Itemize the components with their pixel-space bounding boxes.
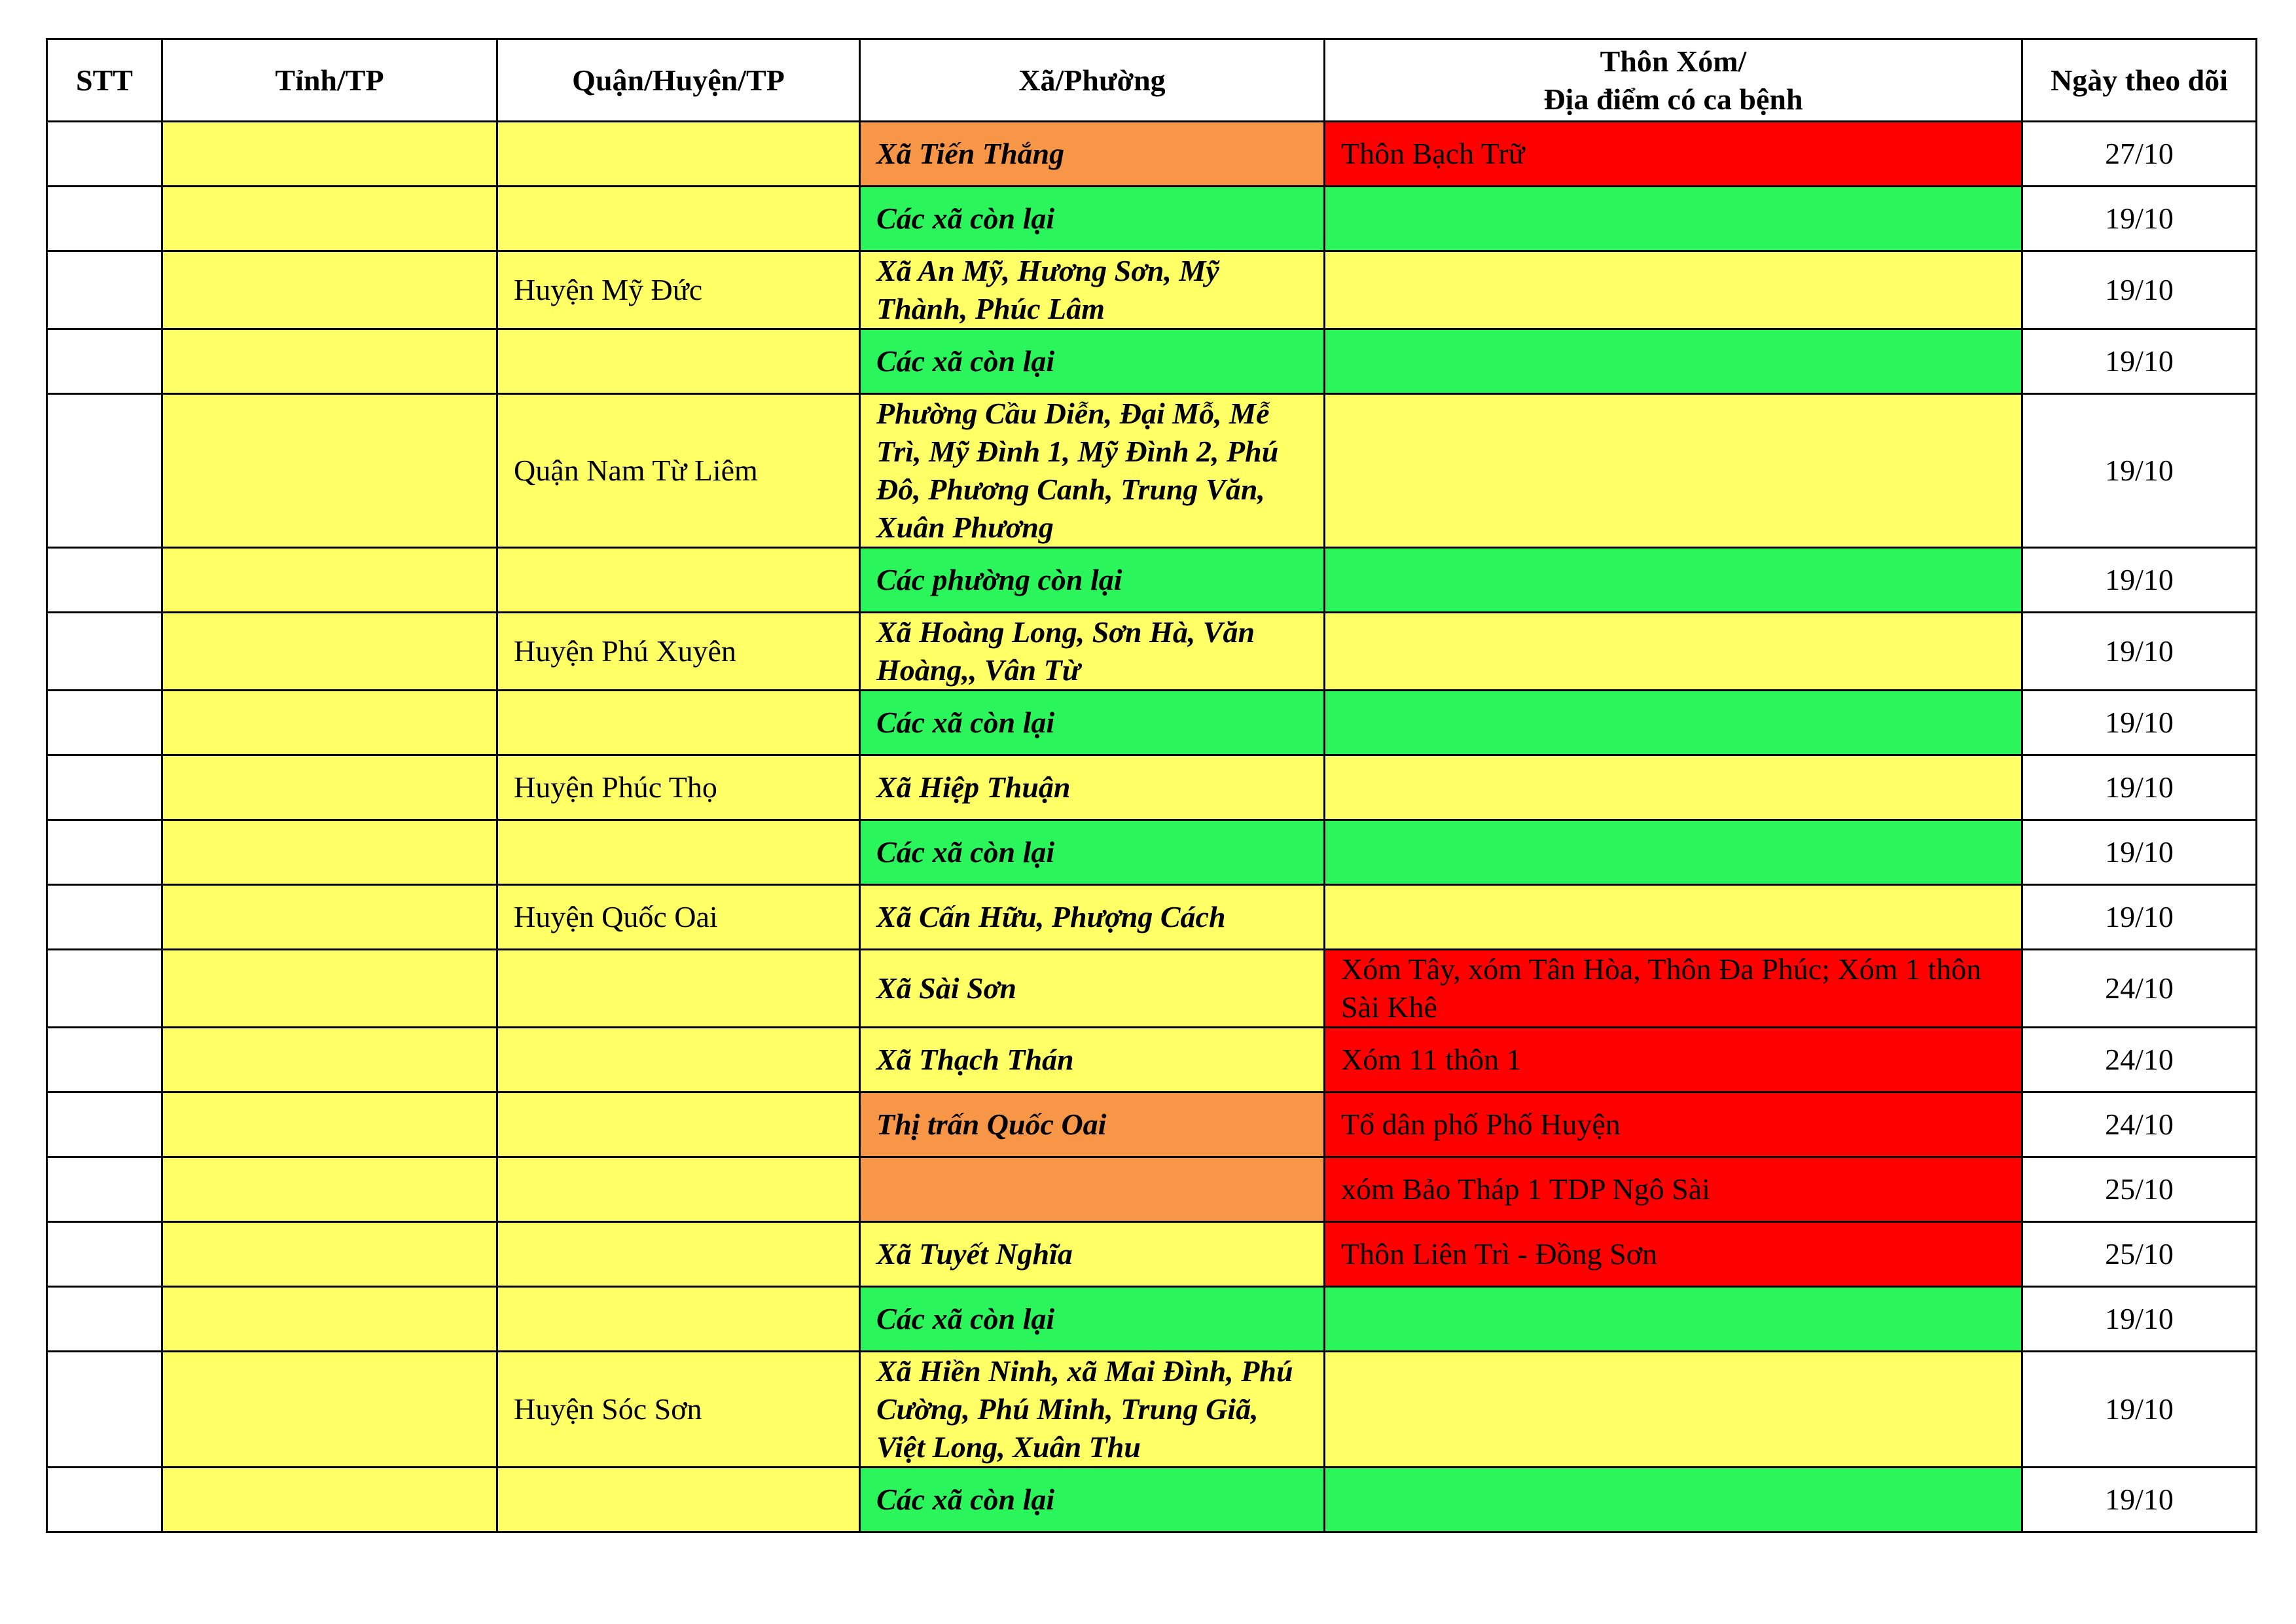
table-row xyxy=(47,613,2257,691)
cell-district xyxy=(497,122,860,187)
header-stt: STT xyxy=(47,39,162,122)
cell-province xyxy=(162,950,497,1028)
cell-hamlet xyxy=(1325,1287,2022,1352)
cell-hamlet xyxy=(1325,613,2022,691)
cell-district xyxy=(497,1468,860,1532)
cell-stt xyxy=(47,1028,162,1092)
header-ward: Xã/Phường xyxy=(860,39,1325,122)
cell-province xyxy=(162,122,497,187)
table-row xyxy=(47,1028,2257,1092)
cell-hamlet xyxy=(1325,251,2022,329)
cell-date: 24/10 xyxy=(2022,1028,2257,1092)
table-row xyxy=(47,885,2257,950)
cell-district xyxy=(497,950,860,1028)
outbreak-table xyxy=(46,38,2257,1533)
table-row xyxy=(47,1092,2257,1157)
cell-stt xyxy=(47,122,162,187)
table-row xyxy=(47,1352,2257,1468)
cell-date: 24/10 xyxy=(2022,950,2257,1028)
cell-province xyxy=(162,820,497,885)
cell-district xyxy=(497,820,860,885)
cell-ward: Các xã còn lại xyxy=(860,1287,1325,1352)
cell-hamlet: Xóm 11 thôn 1 xyxy=(1325,1028,2022,1092)
cell-district xyxy=(497,691,860,755)
table-body xyxy=(47,122,2257,1532)
cell-date: 19/10 xyxy=(2022,548,2257,613)
cell-hamlet: Thôn Bạch Trữ xyxy=(1325,122,2022,187)
cell-district xyxy=(497,1157,860,1222)
cell-province xyxy=(162,1222,497,1287)
cell-date: 19/10 xyxy=(2022,885,2257,950)
cell-date: 25/10 xyxy=(2022,1157,2257,1222)
cell-stt xyxy=(47,329,162,394)
cell-hamlet xyxy=(1325,820,2022,885)
cell-province xyxy=(162,755,497,820)
cell-province xyxy=(162,613,497,691)
cell-province xyxy=(162,1092,497,1157)
header-hamlet-line2: Địa điểm có ca bệnh xyxy=(1543,82,1803,116)
cell-ward: Xã Tiến Thắng xyxy=(860,122,1325,187)
cell-date: 19/10 xyxy=(2022,613,2257,691)
cell-hamlet: Thôn Liên Trì - Đồng Sơn xyxy=(1325,1222,2022,1287)
cell-province xyxy=(162,1157,497,1222)
cell-province xyxy=(162,329,497,394)
cell-ward: Xã Thạch Thán xyxy=(860,1028,1325,1092)
cell-hamlet xyxy=(1325,1352,2022,1468)
cell-stt xyxy=(47,613,162,691)
table-row xyxy=(47,950,2257,1028)
cell-district: Huyện Phúc Thọ xyxy=(497,755,860,820)
cell-date: 19/10 xyxy=(2022,1352,2257,1468)
cell-ward: Xã Hiền Ninh, xã Mai Đình, Phú Cường, Phú Minh, Trung Giã, Việt Long, Xuân Thu xyxy=(860,1352,1325,1468)
cell-stt xyxy=(47,691,162,755)
cell-province xyxy=(162,187,497,251)
cell-date: 19/10 xyxy=(2022,187,2257,251)
cell-province xyxy=(162,1352,497,1468)
cell-date: 19/10 xyxy=(2022,394,2257,548)
cell-hamlet: xóm Bảo Tháp 1 TDP Ngô Sài xyxy=(1325,1157,2022,1222)
cell-district: Huyện Phú Xuyên xyxy=(497,613,860,691)
cell-hamlet xyxy=(1325,187,2022,251)
cell-stt xyxy=(47,251,162,329)
table-row xyxy=(47,548,2257,613)
cell-stt xyxy=(47,1092,162,1157)
table-row xyxy=(47,820,2257,885)
header-hamlet xyxy=(1325,39,2022,122)
cell-stt xyxy=(47,950,162,1028)
cell-district: Huyện Sóc Sơn xyxy=(497,1352,860,1468)
table-row xyxy=(47,329,2257,394)
cell-hamlet xyxy=(1325,1468,2022,1532)
header-province: Tỉnh/TP xyxy=(162,39,497,122)
cell-district xyxy=(497,1222,860,1287)
cell-stt xyxy=(47,1157,162,1222)
cell-stt xyxy=(47,755,162,820)
cell-province xyxy=(162,548,497,613)
cell-ward: Phường Cầu Diễn, Đại Mỗ, Mễ Trì, Mỹ Đình 1, Mỹ Đình 2, Phú Đô, Phương Canh, Trung Văn, Xuân Phương xyxy=(860,394,1325,548)
cell-date: 19/10 xyxy=(2022,329,2257,394)
cell-ward: Các phường còn lại xyxy=(860,548,1325,613)
cell-hamlet xyxy=(1325,691,2022,755)
cell-ward: Xã Hiệp Thuận xyxy=(860,755,1325,820)
cell-district: Huyện Mỹ Đức xyxy=(497,251,860,329)
cell-stt xyxy=(47,1222,162,1287)
cell-stt xyxy=(47,187,162,251)
cell-date: 19/10 xyxy=(2022,755,2257,820)
table-row xyxy=(47,1222,2257,1287)
cell-date: 19/10 xyxy=(2022,251,2257,329)
table-row xyxy=(47,187,2257,251)
table-row xyxy=(47,394,2257,548)
cell-province xyxy=(162,251,497,329)
cell-district: Huyện Quốc Oai xyxy=(497,885,860,950)
cell-ward: Xã Hoàng Long, Sơn Hà, Văn Hoàng,, Vân Từ xyxy=(860,613,1325,691)
cell-ward: Thị trấn Quốc Oai xyxy=(860,1092,1325,1157)
cell-stt xyxy=(47,820,162,885)
cell-ward: Xã An Mỹ, Hương Sơn, Mỹ Thành, Phúc Lâm xyxy=(860,251,1325,329)
cell-province xyxy=(162,885,497,950)
cell-ward: Các xã còn lại xyxy=(860,329,1325,394)
cell-stt xyxy=(47,394,162,548)
cell-hamlet xyxy=(1325,548,2022,613)
cell-hamlet: Xóm Tây, xóm Tân Hòa, Thôn Đa Phúc; Xóm 1 thôn Sài Khê xyxy=(1325,950,2022,1028)
cell-stt xyxy=(47,1468,162,1532)
table-row xyxy=(47,1157,2257,1222)
cell-date: 25/10 xyxy=(2022,1222,2257,1287)
cell-province xyxy=(162,1028,497,1092)
cell-district xyxy=(497,1028,860,1092)
cell-province xyxy=(162,1287,497,1352)
cell-ward: Các xã còn lại xyxy=(860,820,1325,885)
header-district: Quận/Huyện/TP xyxy=(497,39,860,122)
cell-district xyxy=(497,1287,860,1352)
cell-ward: Xã Sài Sơn xyxy=(860,950,1325,1028)
cell-hamlet xyxy=(1325,755,2022,820)
cell-date: 19/10 xyxy=(2022,1287,2257,1352)
cell-ward: Xã Tuyết Nghĩa xyxy=(860,1222,1325,1287)
cell-hamlet xyxy=(1325,885,2022,950)
cell-stt xyxy=(47,1287,162,1352)
cell-district: Quận Nam Từ Liêm xyxy=(497,394,860,548)
cell-hamlet xyxy=(1325,329,2022,394)
cell-district xyxy=(497,548,860,613)
cell-date: 27/10 xyxy=(2022,122,2257,187)
cell-ward xyxy=(860,1157,1325,1222)
cell-date: 19/10 xyxy=(2022,1468,2257,1532)
cell-hamlet xyxy=(1325,394,2022,548)
cell-district xyxy=(497,187,860,251)
cell-district xyxy=(497,329,860,394)
header-hamlet-line1: Thôn Xóm/ xyxy=(1600,44,1747,78)
cell-date: 19/10 xyxy=(2022,820,2257,885)
cell-ward: Xã Cấn Hữu, Phượng Cách xyxy=(860,885,1325,950)
cell-date: 24/10 xyxy=(2022,1092,2257,1157)
cell-province xyxy=(162,1468,497,1532)
cell-stt xyxy=(47,548,162,613)
cell-ward: Các xã còn lại xyxy=(860,187,1325,251)
cell-province xyxy=(162,394,497,548)
cell-date: 19/10 xyxy=(2022,691,2257,755)
cell-ward: Các xã còn lại xyxy=(860,1468,1325,1532)
table-row xyxy=(47,1287,2257,1352)
header-row xyxy=(47,39,2257,122)
table-row xyxy=(47,755,2257,820)
header-date: Ngày theo dõi xyxy=(2022,39,2257,122)
cell-stt xyxy=(47,885,162,950)
table-row xyxy=(47,122,2257,187)
table-row xyxy=(47,691,2257,755)
cell-province xyxy=(162,691,497,755)
cell-stt xyxy=(47,1352,162,1468)
table-row xyxy=(47,1468,2257,1532)
cell-hamlet: Tổ dân phố Phố Huyện xyxy=(1325,1092,2022,1157)
table-row xyxy=(47,251,2257,329)
cell-district xyxy=(497,1092,860,1157)
cell-ward: Các xã còn lại xyxy=(860,691,1325,755)
